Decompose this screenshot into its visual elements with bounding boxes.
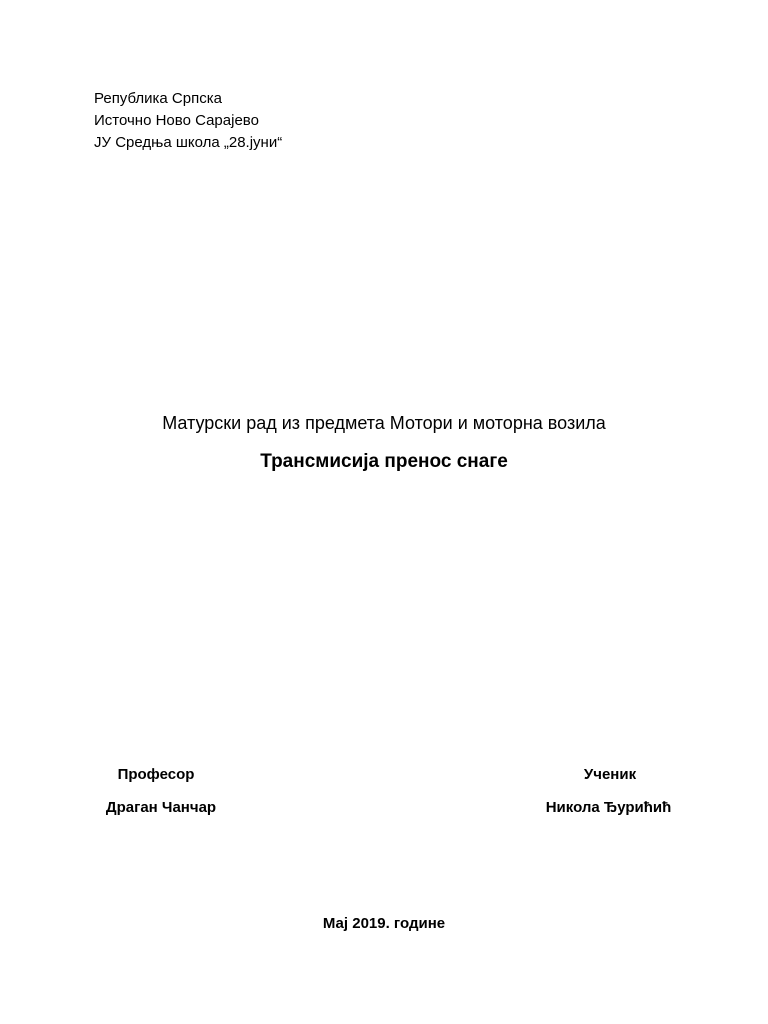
thesis-subtitle: Матурски рад из предмета Мотори и моторна возила xyxy=(162,413,606,433)
header-school: ЈУ Средња школа „28.јуни“ xyxy=(94,134,283,151)
header-city: Источно Ново Сарајево xyxy=(94,112,259,129)
professor-label: Професор xyxy=(117,766,195,783)
student-label: Ученик xyxy=(583,766,637,783)
institution-header xyxy=(94,88,282,154)
student-name: Никола Ђурићић xyxy=(545,799,672,816)
thesis-title: Трансмисија пренос снаге xyxy=(260,451,508,472)
document-date: Мај 2019. године xyxy=(322,915,446,932)
professor-name: Драган Чанчар xyxy=(105,799,217,816)
header-republic: Република Српска xyxy=(94,90,222,107)
